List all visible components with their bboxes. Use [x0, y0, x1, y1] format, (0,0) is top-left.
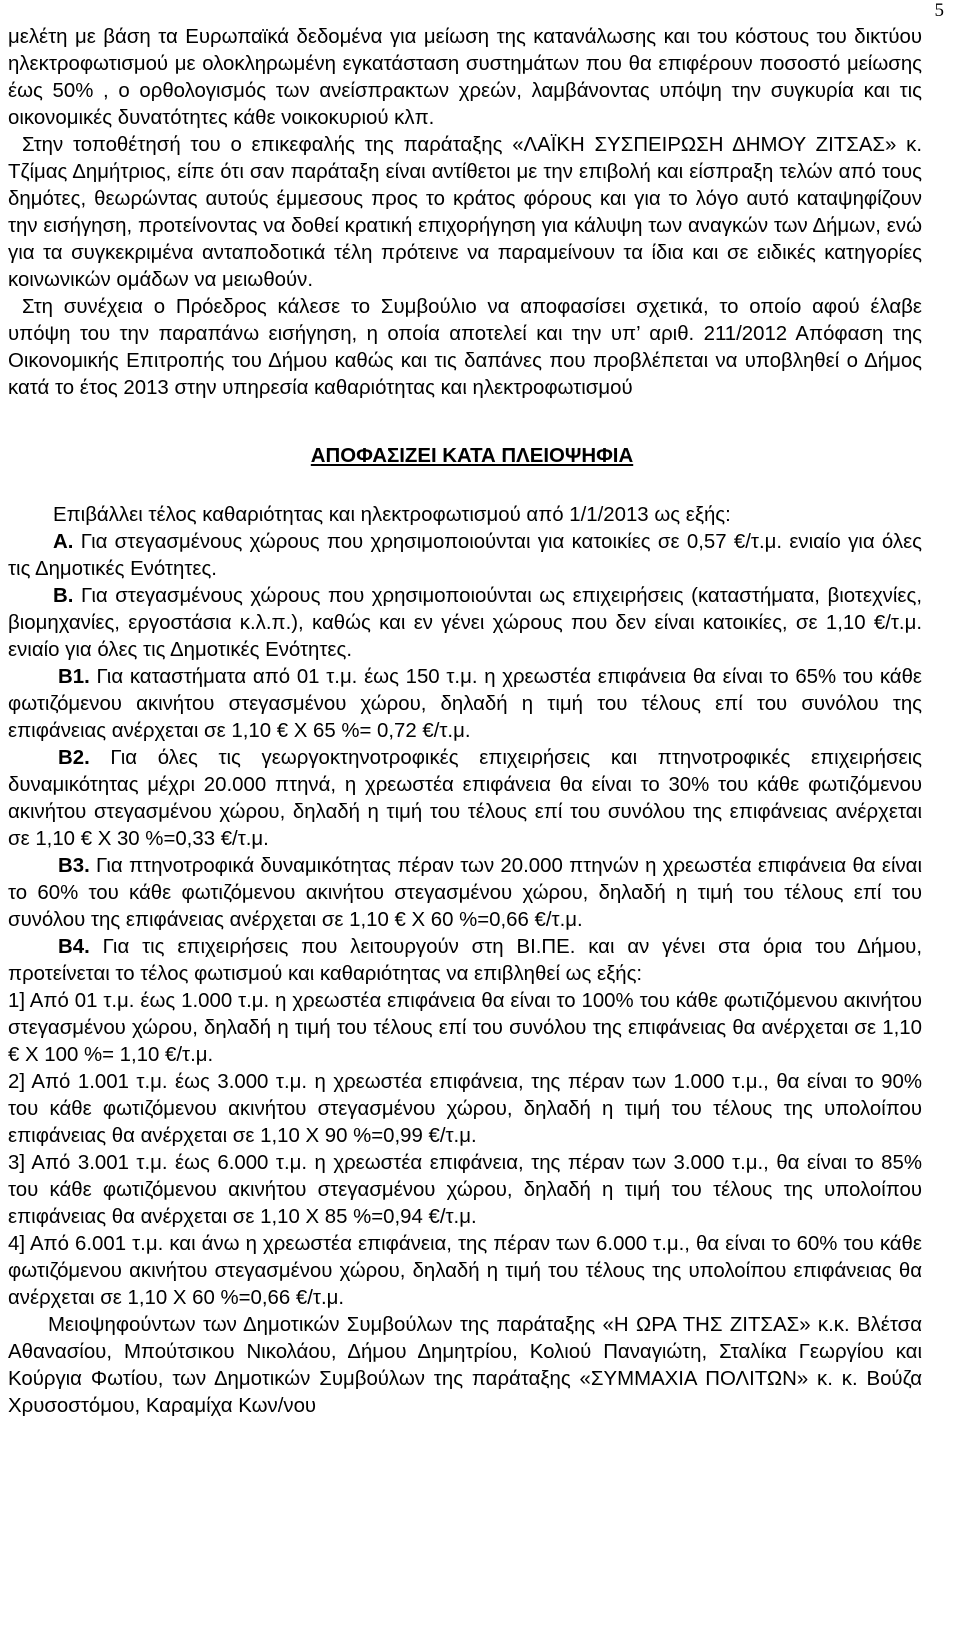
- item-text: Για όλες τις γεωργοκτηνοτροφικές επιχειρήσεις και πτηνοτροφικές επιχειρήσεις δυναμικότητας μέχρι 20.000 πτηνά, η χρεωστέα επιφάνεια θα είναι το 30% του κάθε φωτιζόμενου ακινήτου στεγασμένου χώρου, δηλαδή η τιμή του τέλους επί του συνόλου της επιφάνειας ανέρχεται σε 1,10 € Χ 30 %=0,33 €/τ.μ.: [8, 747, 922, 850]
- document-body: [8, 24, 922, 1420]
- decision-intro: Επιβάλλει τέλος καθαριότητας και ηλεκτροφωτισμού από 1/1/2013 ως εξής:: [53, 504, 731, 526]
- item-label: Β4.: [58, 936, 90, 958]
- item-b: [8, 583, 922, 664]
- tier-3: 3] Από 3.001 τ.μ. έως 6.000 τ.μ. η χρεωστέα επιφάνεια, της πέραν των 3.000 τ.μ., θα είναι το 85% του κάθε φωτιζόμενου ακινήτου στεγασμένου χώρου, δηλαδή η τιμή του τέλους της υπολοίπου επιφάνειας θα ανέρχεται σε 1,10 Χ 85 %=0,94 €/τ.μ.: [8, 1152, 922, 1228]
- item-b1: [8, 664, 922, 745]
- paragraph-minority-vote: Μειοψηφούντων των Δημοτικών Συμβούλων της παράταξης «Η ΩΡΑ ΤΗΣ ΖΙΤΣΑΣ» κ.κ. Βλέτσα Αθανασίου, Μπούτσικου Νικολάου, Δήμου Δημητρίου, Κολιού Παναγιώτη, Σταλίκα Γεωργίου και Κούργια Φωτίου, των Δημοτικών Συμβούλων της παράταξης «ΣΥΜΜΑΧΙΑ ΠΟΛΙΤΩΝ» κ. κ. Βούζα Χρυσοστόμου, Καραμίχα Κων/νου: [8, 1314, 922, 1417]
- paragraph-study: μελέτη με βάση τα Ευρωπαϊκά δεδομένα για μείωση της κατανάλωσης και του κόστους του δικτύου ηλεκτροφωτισμού με ολοκληρωμένη εγκατάσταση συστημάτων που θα επιφέρουν ποσοστό μείωσης έως 50% , ο ορθολογισμός των ανείσπρακτων χρεών, λαμβάνοντας υπόψη την συγκυρία και τις οικονομικές δυνατότητες κάθε νοικοκυριού κλπ.: [8, 26, 922, 129]
- item-label: Α.: [53, 531, 74, 553]
- item-text: Για τις επιχειρήσεις που λειτουργούν στη ΒΙ.ΠΕ. και αν γένει στα όρια του Δήμου, προτείνεται το τέλος φωτισμού και καθαριότητας να επιβληθεί ως εξής:: [8, 936, 922, 985]
- item-label: Β3.: [58, 855, 90, 877]
- page-number: 5: [934, 0, 944, 21]
- tier-1: 1] Από 01 τ.μ. έως 1.000 τ.μ. η χρεωστέα επιφάνεια θα είναι το 100% του κάθε φωτιζόμενου ακινήτου στεγασμένου χώρου, δηλαδή η τιμή του τέλους επί του συνόλου της επιφάνειας θα ανέρχεται σε 1,10 € Χ 100 %= 1,10 €/τ.μ.: [8, 990, 922, 1066]
- paragraph-council-vote: Στη συνέχεια ο Πρόεδρος κάλεσε το Συμβούλιο να αποφασίσει σχετικά, το οποίο αφού έλαβε υπόψη του την παραπάνω εισήγηση, η οποία αποτελεί και την υπ’ αριθ. 211/2012 Απόφαση της Οικονομικής Επιτροπής του Δήμου καθώς και τις δαπάνες που προβλέπεται να υποβληθεί ο Δήμος κατά το έτος 2013 στην υπηρεσία καθαριότητας και ηλεκτροφωτισμού: [8, 296, 922, 399]
- item-text: Για καταστήματα από 01 τ.μ. έως 150 τ.μ. η χρεωστέα επιφάνεια θα είναι το 65% του κάθε φωτιζόμενου ακινήτου στεγασμένου χώρου, δηλαδή η τιμή του τέλους επί του συνόλου της επιφάνειας ανέρχεται σε 1,10 € Χ 65 %= 0,72 €/τ.μ.: [8, 666, 922, 742]
- tier-2: 2] Από 1.001 τ.μ. έως 3.000 τ.μ. η χρεωστέα επιφάνεια, της πέραν των 1.000 τ.μ., θα είναι το 90% του κάθε φωτιζόμενου ακινήτου στεγασμένου χώρου, δηλαδή η τιμή του τέλους της υπολοίπου επιφάνειας θα ανέρχεται σε 1,10 Χ 90 %=0,99 €/τ.μ.: [8, 1071, 922, 1147]
- decision-heading: ΑΠΟΦΑΣΙΖΕΙ ΚΑΤΑ ΠΛΕΙΟΨΗΦΙΑ: [310, 445, 634, 467]
- item-label: Β.: [53, 585, 74, 607]
- item-text: Για στεγασμένους χώρους που χρησιμοποιούνται για κατοικίες σε 0,57 €/τ.μ. ενιαίο για όλες τις Δημοτικές Ενότητες.: [8, 531, 922, 580]
- item-b3: [8, 853, 922, 934]
- item-a: [8, 529, 922, 583]
- item-b4: [8, 934, 922, 988]
- tier-4: 4] Από 6.001 τ.μ. και άνω η χρεωστέα επιφάνεια, της πέραν των 6.000 τ.μ., θα είναι το 60% του κάθε φωτιζόμενου ακινήτου στεγασμένου χώρου, δηλαδή η τιμή του τέλους της υπολοίπου επιφάνειας θα ανέρχεται σε 1,10 Χ 60 %=0,66 €/τ.μ.: [8, 1233, 922, 1309]
- item-label: Β2.: [58, 747, 90, 769]
- item-label: Β1.: [58, 666, 90, 688]
- item-b2: [8, 745, 922, 853]
- paragraph-opposition-statement: Στην τοποθέτησή του ο επικεφαλής της παράταξης «ΛΑΪΚΗ ΣΥΣΠΕΙΡΩΣΗ ΔΗΜΟΥ ΖΙΤΣΑΣ» κ. Τζίμας Δημήτριος, είπε ότι σαν παράταξη είναι αντίθετοι με την επιβολή και είσπραξη τελών από τους δημότες, θεωρώντας αυτούς έμμεσους προς το κράτος φόρους και για το λόγο αυτό καταψηφίζουν την εισήγηση, προτείνοντας να δοθεί κρατική επιχορήγηση για κάλυψη των αναγκών των Δήμων, ενώ για τα συγκεκριμένα ανταποδοτικά τέλη πρότεινε να παραμείνουν τα ίδια και σε ειδικές κατηγορίες κοινωνικών ομάδων να μειωθούν.: [8, 134, 922, 291]
- item-text: Για πτηνοτροφικά δυναμικότητας πέραν των 20.000 πτηνών η χρεωστέα επιφάνεια θα είναι το 60% του κάθε φωτιζόμενου ακινήτου στεγασμένου χώρου, δηλαδή η τιμή του τέλους επί του συνόλου της επιφάνειας ανέρχεται σε 1,10 € Χ 60 %=0,66 €/τ.μ.: [8, 855, 922, 931]
- item-text: Για στεγασμένους χώρους που χρησιμοποιούνται ως επιχειρήσεις (καταστήματα, βιοτεχνίες, βιομηχανίες, εργοστάσια κ.λ.π.), καθώς και εν γένει χώρους που δεν είναι κατοικίες, σε 1,10 €/τ.μ. ενιαίο για όλες τις Δημοτικές Ενότητες.: [8, 585, 922, 661]
